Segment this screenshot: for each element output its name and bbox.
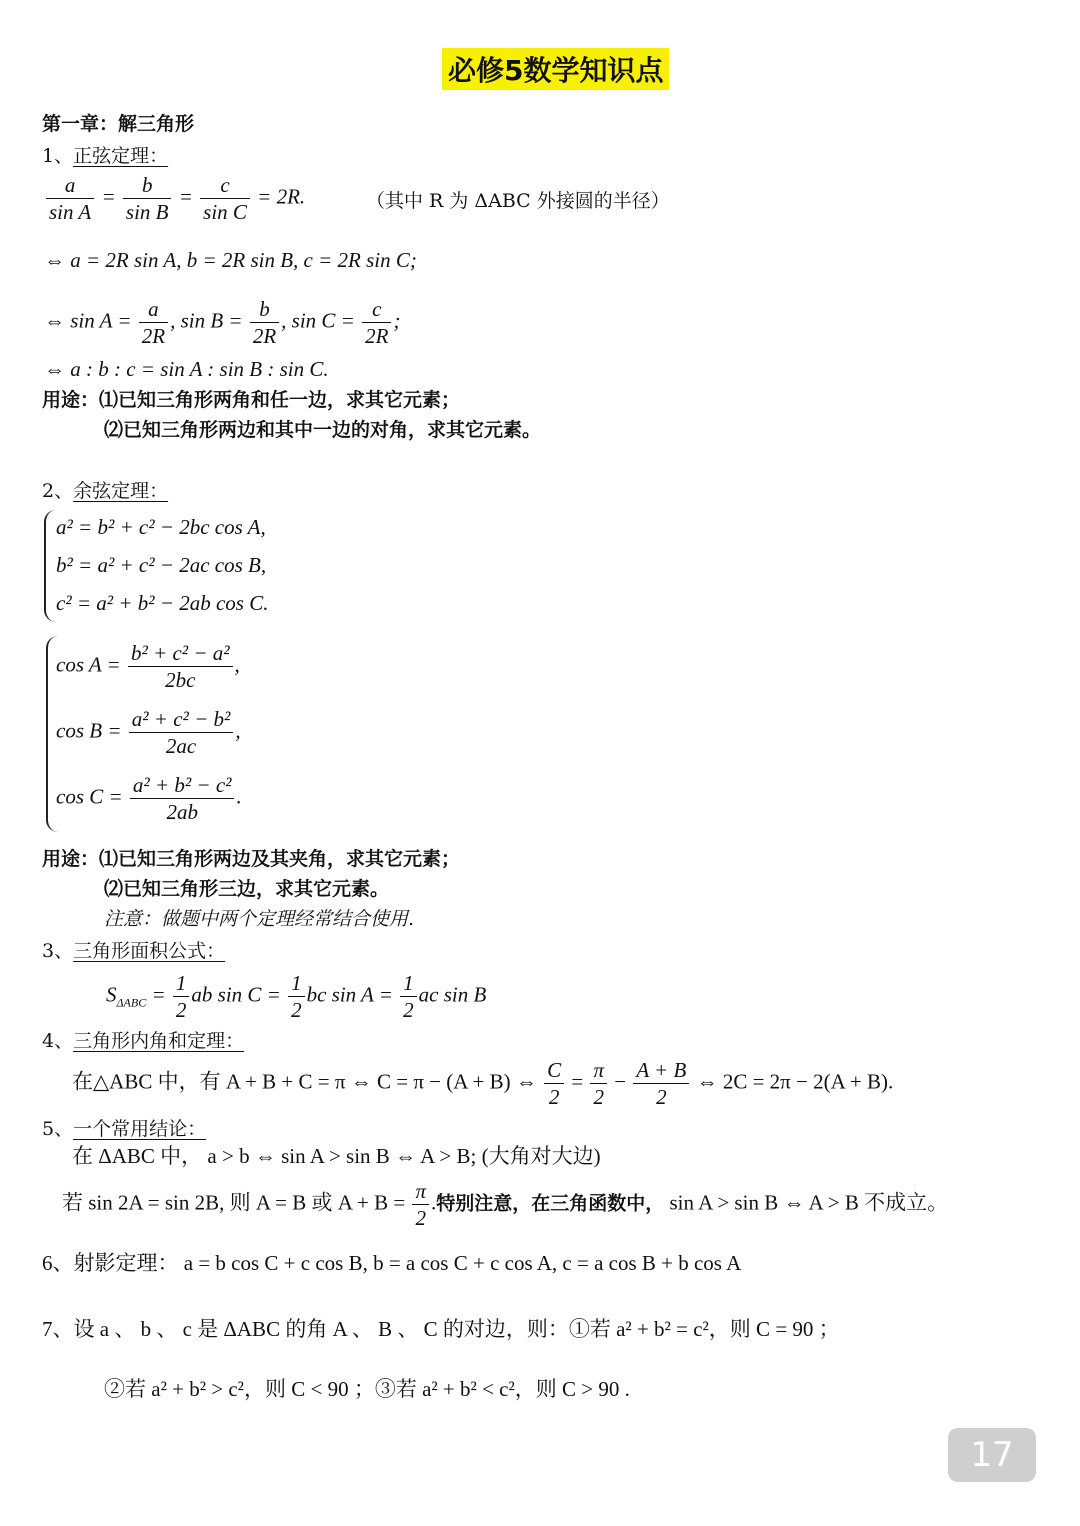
section-2-use-1: 用途：⑴已知三角形两边及其夹角，求其它元素；: [42, 848, 461, 870]
section-5-title: [42, 1117, 206, 1141]
angle-sum-formula: 在△ABC 中，有 A + B + C = π ⇔ C = π − (A + B) ⇔ $\frac{C}{2}$ = $\frac{\pi}{2}$ − $\frac{A + B}{2}$ ⇔ 2C = 2π − 2(A + B).: [72, 1058, 894, 1109]
fraction-a-sinA: $\frac{a}{\text{sin A}}$: [46, 172, 94, 225]
section-3-title: [42, 939, 225, 963]
sine-law-line-4: ⇔ a : b : c = sin A : sin B : sin C.: [44, 357, 329, 381]
conclusion-line-2: 若 sin 2A = sin 2B, 则 A = B 或 A + B = $\frac{\pi}{2}$ .特别注意，在三角函数中， sin A > sin B ⇔ A > B 不成立。: [62, 1179, 949, 1230]
brace-cosine-system: [44, 510, 56, 622]
section-4-heading: 三角形内角和定理：: [73, 1030, 245, 1052]
section-1-title: [42, 144, 168, 168]
fraction-b-sinB: $\frac{b}{\text{sin B}}$: [123, 172, 172, 225]
section-2-title: [42, 479, 168, 503]
section-3-number: 3、: [42, 940, 74, 962]
chapter-heading: 第一章：解三角形: [42, 113, 195, 135]
page-title: 必修5数学知识点: [442, 48, 669, 90]
fraction-a-2R: $\frac{a}{2R}$: [139, 296, 168, 349]
sine-law-ratio-tail: = 2R.: [257, 184, 306, 209]
section-1-use-2: ⑵已知三角形两边和其中一边的对角，求其它元素。: [104, 419, 542, 441]
cos-A-formula: cos A = $\frac{\text{b² + c² − a²}}{2bc}$ ,: [56, 641, 240, 692]
use-label: 用途：: [42, 389, 100, 411]
sine-law-line-3: ⇔ sin A = $\frac{a}{2R}$ , sin B = $\frac{b}{2R}$ , sin C = $\frac{c}{2R}$ ;: [44, 297, 401, 348]
section-2-number: 2、: [42, 480, 74, 502]
conclusion-line-1: 在 ΔABC 中， a > b ⇔ sin A > sin B ⇔ A > B; (大角对大边): [72, 1144, 601, 1168]
section-2-heading: 余弦定理：: [73, 480, 169, 502]
cos-C-formula: cos C = $\frac{\text{a² + b² − c²}}{2ab}$ .: [56, 773, 242, 824]
section-2-use-2: ⑵已知三角形三边，求其它元素。: [104, 878, 390, 900]
fraction-c-2R: $\frac{c}{2R}$: [362, 296, 391, 349]
fraction-c-sinC: $\frac{c}{\text{sin C}}$: [200, 172, 250, 225]
sine-law-line-2: ⇔ a = 2R sin A, b = 2R sin B, c = 2R sin C;: [44, 248, 417, 272]
cos-B-formula: cos B = $\frac{\text{a² + c² − b²}}{2ac}$ ,: [56, 707, 241, 758]
projection-theorem: 6、射影定理： a = b cos C + c cos B, b = a cos C + c cos A, c = a cos B + b cos A: [42, 1251, 742, 1275]
section-1-number: 1、: [42, 145, 74, 167]
section-2-note: 注意：做题中两个定理经常结合使用.: [104, 908, 415, 930]
triangle-area-formula: $S_{\Delta ABC}$ = $\frac{1}{2}$ ab sin C = $\frac{1}{2}$ bc sin A = $\frac{1}{2}$ ac sin B: [106, 971, 487, 1022]
use-label: 用途：: [42, 848, 100, 870]
cosine-law-c: c² = a² + b² − 2ab cos C.: [56, 591, 269, 615]
cosine-law-a: a² = b² + c² − 2bc cos A,: [56, 515, 266, 539]
section-5-number: 5、: [42, 1118, 74, 1140]
section-1-use-1: 用途：⑴已知三角形两角和任一边，求其它元素；: [42, 389, 461, 411]
fraction-b-2R: $\frac{b}{2R}$: [250, 296, 279, 349]
section-4-title: [42, 1029, 244, 1053]
cosine-law-b: b² = a² + c² − 2ac cos B,: [56, 553, 267, 577]
section-4-number: 4、: [42, 1030, 74, 1052]
section-7-line-1: 7、设 a 、 b 、 c 是 ΔABC 的角 A 、 B 、 C 的对边，则：①若 a² + b² = c²，则 C = 90 ；: [42, 1317, 840, 1341]
sine-law-ratio: $\frac{a}{\text{sin A}}$ = $\frac{b}{\text{sin B}}$ = $\frac{c}{\text{sin C}}$ = 2R.: [44, 172, 305, 225]
page-number-badge: 17: [948, 1428, 1036, 1482]
section-3-heading: 三角形面积公式：: [73, 940, 226, 962]
circumradius-note: （其中 R 为 ΔABC 外接圆的半径）: [366, 190, 670, 212]
section-7-line-2: ②若 a² + b² > c²，则 C < 90 ；③若 a² + b² < c²，则 C > 90 .: [104, 1377, 630, 1401]
section-1-heading: 正弦定理：: [73, 145, 169, 167]
section-5-heading: 一个常用结论：: [73, 1118, 207, 1140]
